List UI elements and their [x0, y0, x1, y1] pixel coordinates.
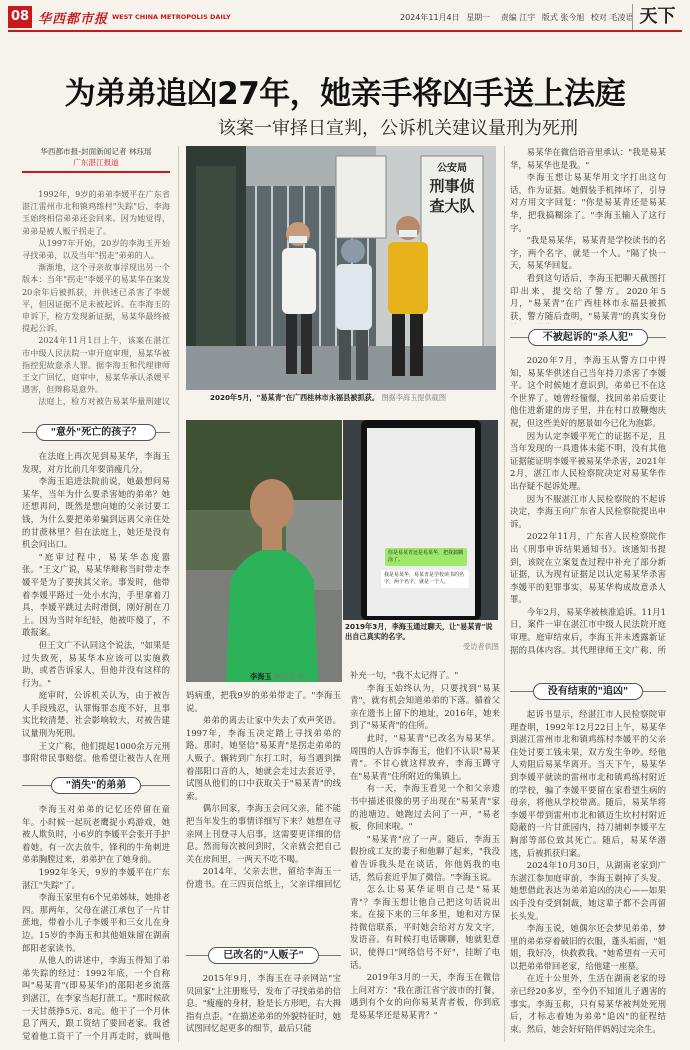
section-heading-4 [510, 328, 666, 347]
article-column-6c [510, 708, 666, 1042]
article-column-3 [186, 689, 341, 889]
newspaper-logo-en: WEST CHINA METROPOLIS DAILY [112, 13, 231, 21]
phone-illustration [343, 420, 498, 620]
paragraph: 2020年7月，李海玉从警方口中得知，易某华供述自己当年持刀杀害了李媛平。这个时候她才意识到，弟弟已不在这个世界了。她曾经憧憬，找回弟弟后要让他住进新建的房子里，并在村口放鞭炮庆祝，但这些美好的愿景如今已化为泡影。 [510, 355, 666, 428]
portrait-caption [250, 672, 360, 682]
paragraph: 李海玉家里有6个兄弟姊妹，她排老四。那两年，父母在湛江承包了一片甘蔗地，带着小儿子李媛平和三女儿在身边。15岁的李海玉和其他姐妹留在湖南郎阳老家读书。 [22, 892, 170, 953]
page-number: 08 [8, 6, 32, 28]
byline-location: 广东湛江报道 [73, 158, 119, 167]
paragraph: 弟弟的离去让家中失去了欢声笑语。1997年，李海玉决定踏上寻找弟弟的路。那时，她坚信"易某青"是拐走弟弟的人贩子。辗转到广东打工时，每当遇到操着邵阳口音的人，她就会走过去套近乎，试图从他们的口中获取关于"易某青"的线索。 [186, 715, 341, 801]
paragraph: 李海玉追进法院前说，她最想问易某华，当年为什么要杀害她的弟弟？她还想再问，既然是想向她的父亲讨要工钱，为什么要把弟弟骗到远离父亲住处的甘蔗林里？但在法庭上，她还是没有机会问出口。 [22, 476, 170, 550]
police-sign [425, 162, 479, 216]
header-date: 2024年11月4日 [400, 13, 460, 22]
header-meta [400, 12, 633, 23]
caption-credit: 受访者供图 [463, 642, 499, 651]
paragraph: 2024年10月30日，从湖南老家到广东湛江参加庭审前，李海玉剃掉了头发。她想借此表达为弟弟追凶的决心——如果凶手没有受到制裁，她这辈子都不会再留长头发。 [510, 860, 666, 921]
paragraph: 李海玉始终认为，只要找到"易某青"，就有机会知道弟弟的下落。循着父亲在遗书上留下的地址，2016年，她来到了"易某青"的住所。 [350, 682, 500, 731]
header-proofer: 校对 毛凌语 [590, 13, 634, 22]
lead-paragraph: 2024年11月1日上午，该案在湛江市中级人民法院一审开庭审理，易某华被指控犯故意杀人罪。据李海玉和代理律师王文广回忆，庭审中，易某华承认杀媛平遇害，但辩称是意外。 [22, 335, 170, 395]
paragraph: 李海玉说，她偶尔还会梦见弟弟，梦里的弟弟穿着破旧的衣服，蓬头垢面，"姐姐，我好冷，快救救我。"她希望有一天可以把弟弟带回老家，给他建一座墓。 [510, 923, 666, 971]
header-editor: 责编 江宇 [500, 13, 536, 22]
subheadline: 该案一审择日宣判，公诉机关建议量刑为死刑 [218, 118, 578, 139]
byline-reporter: 华西都市报-封面新闻记者 林珏瑶 [40, 147, 152, 156]
paragraph: 李海玉对弟弟的记忆还停留在童年。小时候一起玩老鹰捉小鸡游戏，她被人欺负时，小6岁的李媛平会张开手护着她。有一次去放牛，锋利的牛角刺进弟弟胸膛过来，弟弟护在了她身前。 [22, 804, 170, 865]
paragraph: 但王文广不认同这个说法，"如果是过失致死，易某华本应该可以实施救助，或者告诉家人，但他并没有这样的行为。" [22, 639, 170, 688]
header-bar [8, 4, 682, 32]
paragraph: 看到这句话后，李海玉把聊天截图打印出来，提交给了警方。2020年5月，"易某青"在广西桂林市永福县被抓获，警方随后查明，"易某青"的真实身份 [510, 272, 666, 321]
paragraph: 因为认定李媛平死亡的证据不足，且当年发现的一具遗体未能不明，没有其他证据能证明李媛平被易某华杀害，2021年2月，湛江市人民检察院决定对易某华作出存疑不起诉处理。 [510, 430, 666, 491]
paragraph: "庭审过程中，易某华态度嚣张。"王文广说，易某华辩称当时带走李媛平是为了要挟其父亲。事发时，他带着李媛平路过一处小水沟，手里拿着刀具，李媛平跳过去时滑倒，刚好割在刀上。因为当时年纪轻，他被吓傻了，不敢报案。 [22, 551, 170, 638]
caption-text: 2020年5月，"易某青"在广西桂林市永福县被抓获。 [210, 393, 380, 402]
header-weekday: 星期一 [466, 13, 491, 22]
paragraph: 2019年3月的一天，李海玉在微信上问对方："我在浙江省宁波市的打餐，遇到有个女的向你易某青者板，你到底是易某华还是易某青？" [350, 972, 500, 1021]
paragraph: 在法庭上再次见到易某华，李海玉发现，对方比前几年要消瘦几分。 [22, 451, 170, 474]
chat-bubble-received: 我是易某华，易某青是学校读书的名字，两个名字，就是一个人。 [381, 570, 469, 588]
byline [22, 146, 170, 173]
lead-paragraph: 从1997年开始，20岁的李海玉开始寻找弟弟，以及当年"拐走"弟弟的人。 [22, 237, 170, 261]
section-title: 没有结束的"追凶" [533, 683, 643, 700]
headline: 为弟弟追凶27年，她亲手将凶手送上法庭 [64, 76, 626, 112]
paragraph: 起诉书显示，经湛江市人民检察院审理查明，1992年12月22日上午，易某华到湛江雷州市北和镇鸡练村李媛平的父亲住处讨要工钱未果，双方发生争吵。经他人劝阻后易某华离开。当天下午，易某华到李媛平就读的雷州市北和镇鸡练村附近的学校，骗了李媛平要留在家看望生病的母亲，将他从学校带离。随后，易某华将李媛平带到雷州市北和镇迈生坎村村附近隐蔽的一片甘蔗园内，持刀捕刺李媛平左胸部等部位致其死亡。随后，易某华潜逃，后被抓获归案。 [510, 709, 666, 858]
paragraph: 王文广称，他们提起1000余万元刑事附带民事赔偿。他希望让被告人在刑 [22, 740, 170, 764]
section-title: 不被起诉的"杀人犯" [528, 329, 648, 346]
sign-text-main: 刑事侦查大队 [429, 177, 475, 215]
article-column-6b [510, 354, 666, 654]
paragraph: 从他人的讲述中，李海玉得知了弟弟失踪的经过：1992年底，一个自称叫"易某青"(即易某华)的邵阳老乡流落到湛江，在李家当起打蔗工。"那时候砍一天甘蔗挣5元、8元。他干了一个月休息了两天，跟工资结了要回老家。我爸觉着他工资干了一个月再走时，就叫他 [22, 955, 170, 1041]
caption-text: 2019年3月，李海玉通过聊天，让"易某青"说出自己真实的名字。 [345, 622, 493, 641]
section-heading-2 [22, 776, 170, 795]
paragraph: 2015年9月，李海玉在寻亲网站"宝贝回家"上注册账号，发布了寻找弟弟的信息。"瘦瘦的身材，脸是长方形吧，右大拇指有点歪。"在描述弟弟的外貌特征时，她试图回忆起更多的细节，最后只能 [186, 973, 341, 1034]
portrait-illustration [186, 420, 342, 682]
newspaper-logo: 华西都市报 [38, 12, 109, 27]
paragraph: 此时，"易某青"已改名为易某华。周围的人告诉李海玉，他们不认识"易某青"。不甘心就这样放弃，李海玉蹲守在"易某青"住所附近的集镇上。 [350, 732, 500, 781]
article-column-5 [350, 669, 500, 1041]
arrest-photo-caption [210, 393, 500, 403]
paragraph: "易某青"应了一声。随后，李海玉假扮成工友的妻子和他聊了起来，"我没着告诉我头是在谈话，你他妈我的电话，然后套近乎加了微信。"李海玉说。 [350, 833, 500, 882]
paragraph: 在近十公里外，生活在湖南老家的母亲已经20多岁，至今仍不知道儿子遇害的事实。李海玉称，只有易某华被判处死刑后，才标志着她为弟弟"追凶"的征程结束。然后，她会好好陪伴妈妈过完余生。 [510, 973, 666, 1034]
section-heading-1 [22, 423, 170, 442]
paragraph: 妈病重，把我9岁的弟弟带走了。"李海玉说。 [186, 690, 341, 713]
lead-paragraph: 1992年，9岁的弟弟李媛平在广东省湛江雷州市北和镇鸡练村"失踪"后，李海玉始终相信弟弟还会回来。因为她觉得，弟弟是被人贩子拐走了。 [22, 189, 170, 236]
paragraph: 2022年11月，广东省人民检察院作出《刑事申诉结果通知书》。该通知书提到，该院在立案复查过程中补充了部分新证据，认为现有证据足以认定易某华杀害李媛平的犯罪事实，易某华构成故意杀人罪。 [510, 531, 666, 605]
paragraph: 有一天，李海玉看见一个和父亲遗书中描述很像的男子出现在"易某青"家的池塘边。她跑过去问了一声，"易老板，你回来啦。" [350, 783, 500, 832]
caption-credit: 林珏瑶 摄 [273, 672, 305, 681]
column-divider [178, 146, 179, 1042]
chat-screenshot-photo [343, 420, 498, 620]
paragraph: 庭审时，公诉机关认为，由于被告人手段残忍，认罪悔罪态度不好，且事实比较清楚，社会影响较大，对被告建议量刑为死刑。 [22, 690, 170, 739]
lead-paragraph: 法庭上，检方对被告易某华量刑建议 [38, 396, 170, 407]
section-heading-5 [510, 682, 666, 701]
article-column-6 [510, 146, 666, 324]
caption-credit: 图据李海玉提供截图 [381, 393, 447, 402]
paragraph: 李海玉想让易某华用文字打出这句话，作为证据。她假装手机摔坏了，引导对方用文字回复："你是易某青还是易某华，把我搞糊涂了。"李海玉输入了这行字。 [510, 172, 666, 233]
chat-photo-caption [345, 622, 499, 652]
section-title: 已改名的"人贩子" [208, 947, 318, 964]
lead-paragraph: 渐渐地，这个寻亲故事浮现出另一个版本：当年"拐走"李媛平的易某华在案发20余年后被抓获，并供述已杀害了李媛平，但因证据不足未被起诉。在李海玉的申诉下，检方发现新证据，易某华最终被提起公诉。 [22, 262, 170, 334]
paragraph: 今年2月，易某华被核准追诉。11月1日，案件一审在湛江市中级人民法院开庭审理。庭审结束后，李海玉并未透露新证据的具体内容。其代理律师王文广称，所 [510, 606, 666, 654]
section-tag [632, 4, 682, 30]
article-column-4 [186, 972, 341, 1042]
section-title: "意外"死亡的孩子？ [36, 424, 156, 441]
section-name: 天下 [639, 6, 676, 27]
paragraph: 补充一句，"我不太记得了。" [350, 670, 459, 680]
paragraph: 怎么让易某华证明自己是"易某青"？李海玉想让他自己把这句话说出来。在接下来的三年多里，她和对方保持微信联系，平时她会给对方发文字，发语音。有时候打电话聊聊，她就犯意识，使得口"网络信号不好"，挂断了电话。 [350, 884, 500, 970]
paragraph: 易某华在微信语音里承认："我是易某华，易某华也是我。" [510, 147, 666, 170]
article-column-2 [22, 803, 170, 1041]
arrest-photo [186, 146, 496, 390]
section-title: "消失"的弟弟 [51, 777, 141, 794]
header-designer: 版式 张今旭 [541, 13, 585, 22]
caption-text: 李海玉 [250, 672, 272, 681]
portrait-photo [186, 420, 342, 682]
section-heading-3 [186, 946, 341, 965]
sign-text-top: 公安局 [437, 163, 467, 174]
article-column-1 [22, 450, 170, 764]
paragraph: 1992年冬天，9岁的李媛平在广东湛江"失踪"了。 [22, 866, 170, 890]
lead-paragraphs [22, 188, 170, 410]
paragraph: "我是易某华，易某青是学校读书的名字，两个名字，就是一个人。"隔了快一天，易某华回复。 [510, 235, 666, 271]
paragraph: 因为不服湛江市人民检察院的不起诉决定，李海玉向广东省人民检察院提出申诉。 [510, 493, 666, 529]
column-divider [504, 146, 505, 1042]
paragraph: 2014年，父亲去世，留给李海玉一份遗书。在三四页信纸上，父亲详细回忆 [186, 866, 341, 889]
paragraph: 偶尔回家，李海玉会问父亲，能不能把当年发生的事情详细写下来？她想在寻亲网上刊登寻人启事，这需要更详细的信息。然而每次被问到时，父亲就会把自己关在房间里，一两天不吃不喝。 [186, 803, 341, 864]
chat-bubble-sent: 你是易某青还是易某华，把我搞糊涂了。 [385, 548, 467, 566]
